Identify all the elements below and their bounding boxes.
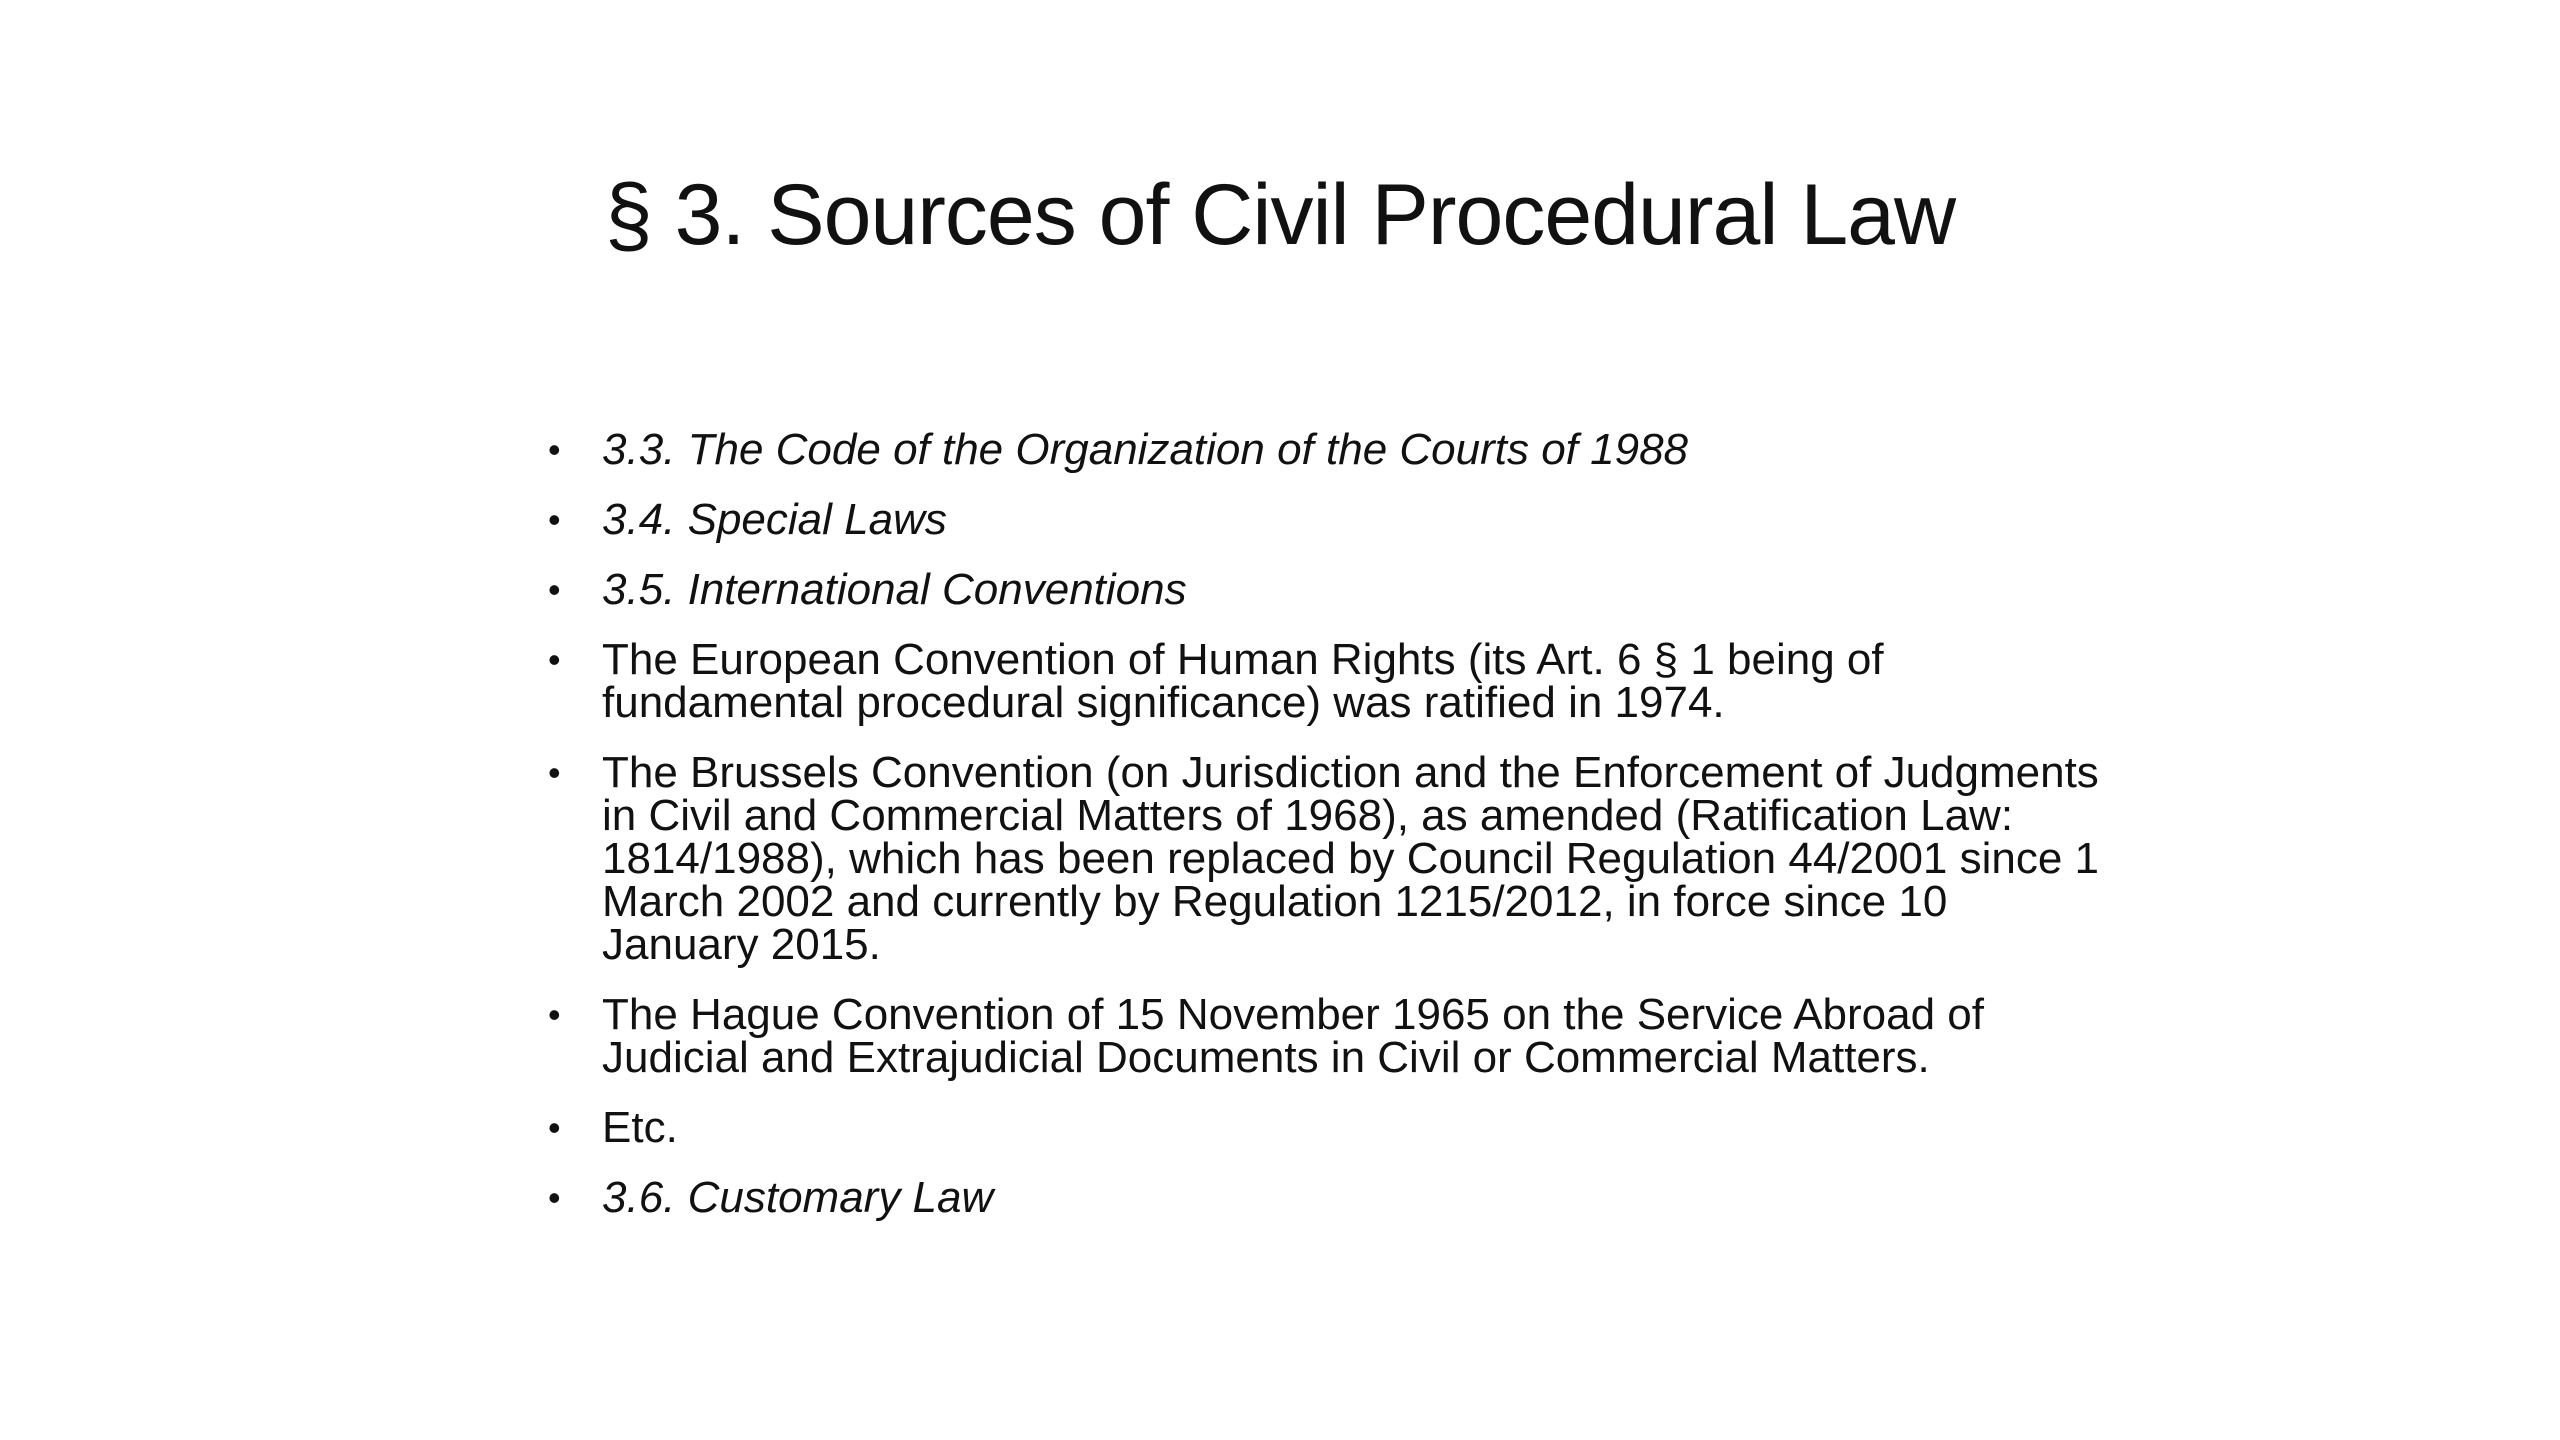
bullet-icon: • bbox=[548, 1107, 561, 1148]
bullet-list bbox=[548, 425, 2108, 1246]
list-item bbox=[548, 748, 2108, 969]
list-item-text: 3.3. The Code of the Organization of the Courts of 1988 bbox=[602, 425, 1689, 474]
list-item-text: 3.5. International Conventions bbox=[602, 565, 1187, 614]
slide-title: § 3. Sources of Civil Procedural Law bbox=[604, 167, 1956, 263]
list-item-text: 3.6. Customary Law bbox=[602, 1173, 994, 1222]
bullet-icon: • bbox=[548, 499, 561, 540]
list-item-text: The Hague Convention of 15 November 1965 on the Service Abroad of Judicial and Extrajudicial Documents in Civil or Commercial Matters. bbox=[602, 990, 1985, 1082]
list-item bbox=[548, 1173, 2108, 1222]
bullet-icon: • bbox=[548, 1177, 561, 1218]
list-item bbox=[548, 990, 2108, 1082]
list-item-text: Etc. bbox=[602, 1103, 678, 1152]
list-item bbox=[548, 565, 2108, 614]
list-item bbox=[548, 425, 2108, 474]
bullet-icon: • bbox=[548, 639, 561, 680]
list-item-text: The European Convention of Human Rights (its Art. 6 § 1 being of fundamental procedural significance) was ratified in 1974. bbox=[602, 635, 1884, 727]
list-item-text: The Brussels Convention (on Jurisdiction and the Enforcement of Judgments in Civil and Commercial Matters of 1968), as amended (Ratification Law: 1814/1988), which has been replaced by Council Regulation 44/2001 since 1 March 2002 and currently by Regulation 1215/2012, in force since 10 January 2015. bbox=[602, 748, 2100, 969]
bullet-icon: • bbox=[548, 569, 561, 610]
list-item bbox=[548, 635, 2108, 727]
list-item bbox=[548, 1103, 2108, 1152]
bullet-icon: • bbox=[548, 429, 561, 470]
bullet-icon: • bbox=[548, 752, 561, 793]
bullet-icon: • bbox=[548, 994, 561, 1035]
list-item bbox=[548, 495, 2108, 544]
list-item-text: 3.4. Special Laws bbox=[602, 495, 947, 544]
